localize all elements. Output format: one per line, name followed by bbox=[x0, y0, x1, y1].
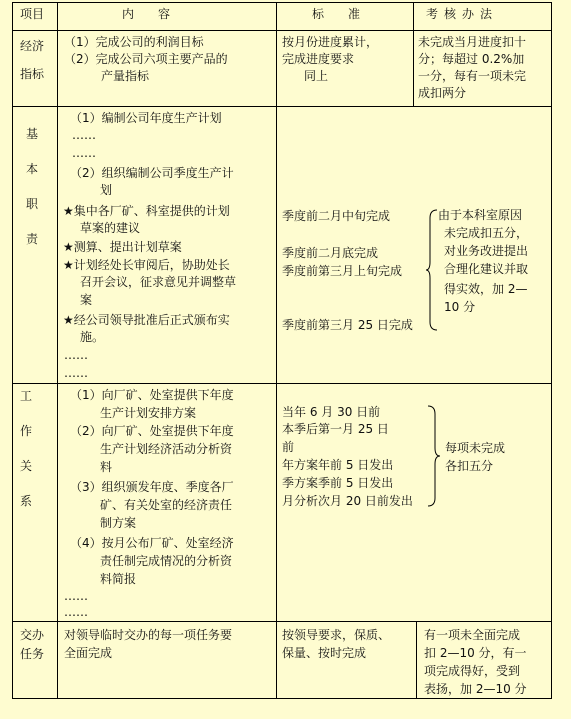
item-label: 系 bbox=[20, 494, 33, 508]
row-divider bbox=[12, 383, 552, 384]
standard-line: 按领导要求，保质、 bbox=[282, 628, 391, 642]
assessment-line: 每项未完成 bbox=[445, 441, 506, 455]
content-line: （3）组织颁发年度、季度各厂 bbox=[70, 480, 234, 494]
row-divider bbox=[12, 30, 552, 31]
standard-line: 季方案季前 5 日发出 bbox=[282, 476, 394, 490]
content-line: 料简报 bbox=[100, 572, 137, 586]
content-line: 对领导临时交办的每一项任务要 bbox=[64, 628, 233, 642]
assessment-line: 项完成得好，受到 bbox=[424, 664, 521, 678]
table-border-left bbox=[12, 2, 13, 699]
content-line: 施。 bbox=[80, 330, 105, 344]
content-line: （1）编制公司年度生产计划 bbox=[70, 111, 222, 125]
curly-brace-icon bbox=[426, 210, 438, 330]
content-line: 生产计划经济活动分析资 bbox=[100, 442, 233, 456]
standard-line: 月分析次月 20 日前发出 bbox=[282, 494, 413, 508]
content-line: ★测算、提出计划草案 bbox=[63, 240, 182, 254]
assessment-line: 各扣五分 bbox=[445, 459, 494, 473]
content-line: …… bbox=[64, 589, 88, 603]
content-line: （2）完成公司六项主要产品的 bbox=[64, 52, 228, 66]
content-line: 矿、有关处室的经济责任 bbox=[100, 498, 233, 512]
column-divider bbox=[413, 2, 414, 107]
content-line: 制方案 bbox=[100, 516, 137, 530]
item-label: 交办 bbox=[20, 628, 45, 642]
standard-line: 季度前二月中旬完成 bbox=[282, 209, 391, 223]
standard-line: 完成进度要求 bbox=[282, 52, 355, 66]
row-divider bbox=[12, 621, 552, 622]
content-line: （1）向厂矿、处室提供下年度 bbox=[70, 388, 234, 402]
assessment-line: 分；每超过 0.2%加 bbox=[418, 52, 525, 66]
assessment-line: 有一项未全面完成 bbox=[424, 628, 521, 642]
header-standard: 标 准 bbox=[312, 7, 361, 21]
assessment-line: 未完成扣五分， bbox=[444, 226, 529, 240]
content-line: 划 bbox=[100, 183, 113, 197]
content-line: ★经公司领导批准后正式颁布实 bbox=[63, 313, 230, 327]
standard-line: 按月份进度累计， bbox=[282, 35, 379, 49]
standard-line: 保量、按时完成 bbox=[282, 646, 367, 660]
content-line: （1）完成公司的利润目标 bbox=[64, 35, 204, 49]
assessment-line: 表扬，加 2—10 分 bbox=[424, 682, 527, 696]
content-line: 召开会议，征求意见并调整草 bbox=[80, 275, 237, 289]
table-border-top bbox=[12, 2, 552, 3]
row-divider bbox=[12, 106, 552, 107]
content-line: 产量指标 bbox=[101, 69, 150, 83]
content-line: 责任制完成情况的分析资 bbox=[100, 554, 233, 568]
content-line: 生产计划安排方案 bbox=[100, 406, 197, 420]
content-line: …… bbox=[64, 605, 88, 619]
item-label: 任务 bbox=[20, 647, 45, 661]
assessment-line: 一分，每有一项未完 bbox=[418, 69, 527, 83]
assessment-line: 由于本科室原因 bbox=[438, 208, 523, 222]
assessment-line: 成扣两分 bbox=[418, 86, 467, 100]
standard-line: 同上 bbox=[304, 69, 329, 83]
item-label: 本 bbox=[26, 162, 39, 176]
header-content: 内 容 bbox=[122, 7, 171, 21]
assessment-line: 扣 2—10 分，有一 bbox=[424, 646, 527, 660]
item-label: 职 bbox=[26, 197, 39, 211]
content-line: ★计划经处长审阅后，协助处长 bbox=[63, 258, 230, 272]
assessment-line: 10 分 bbox=[444, 300, 476, 314]
assessment-line: 对业务改进提出 bbox=[444, 244, 529, 258]
content-line: （2）组织编制公司季度生产计 bbox=[70, 166, 234, 180]
standard-line: 当年 6 月 30 日前 bbox=[282, 405, 381, 419]
content-line: …… bbox=[72, 128, 96, 142]
item-label: 经济 bbox=[20, 39, 45, 53]
column-divider bbox=[416, 621, 417, 699]
content-line: 料 bbox=[100, 460, 113, 474]
assessment-line: 未完成当月进度扣十 bbox=[418, 35, 527, 49]
content-line: 案 bbox=[80, 293, 93, 307]
standard-line: 年方案年前 5 日发出 bbox=[282, 458, 394, 472]
standard-line: 本季后第一月 25 日 bbox=[282, 422, 389, 436]
column-divider bbox=[276, 2, 277, 699]
content-line: …… bbox=[64, 348, 88, 362]
item-label: 责 bbox=[26, 232, 39, 246]
column-divider bbox=[57, 2, 58, 699]
standard-line: 季度前第三月 25 日完成 bbox=[282, 318, 413, 332]
content-line: （4）按月公布厂矿、处室经济 bbox=[70, 536, 234, 550]
content-line: 草案的建议 bbox=[80, 221, 141, 235]
header-item: 项目 bbox=[20, 7, 45, 21]
content-line: ★集中各厂矿、科室提供的计划 bbox=[63, 204, 230, 218]
content-line: （2）向厂矿、处室提供下年度 bbox=[70, 424, 234, 438]
content-line: …… bbox=[64, 366, 88, 380]
assessment-line: 得实效，加 2— bbox=[444, 282, 528, 296]
standard-line: 季度前第三月上旬完成 bbox=[282, 264, 403, 278]
table-border-right bbox=[551, 2, 552, 699]
item-label: 工 bbox=[20, 389, 33, 403]
content-line: 全面完成 bbox=[64, 646, 113, 660]
item-label: 作 bbox=[20, 424, 33, 438]
table-border-bottom bbox=[12, 698, 552, 699]
item-label: 基 bbox=[26, 127, 39, 141]
curly-brace-icon bbox=[428, 406, 440, 506]
standard-line: 前 bbox=[282, 440, 295, 454]
header-assessment: 考核办法 bbox=[426, 7, 499, 21]
assessment-line: 合理化建议并取 bbox=[444, 262, 529, 276]
content-line: …… bbox=[72, 146, 96, 160]
item-label: 指标 bbox=[20, 67, 45, 81]
standard-line: 季度前二月底完成 bbox=[282, 246, 379, 260]
item-label: 关 bbox=[20, 459, 33, 473]
